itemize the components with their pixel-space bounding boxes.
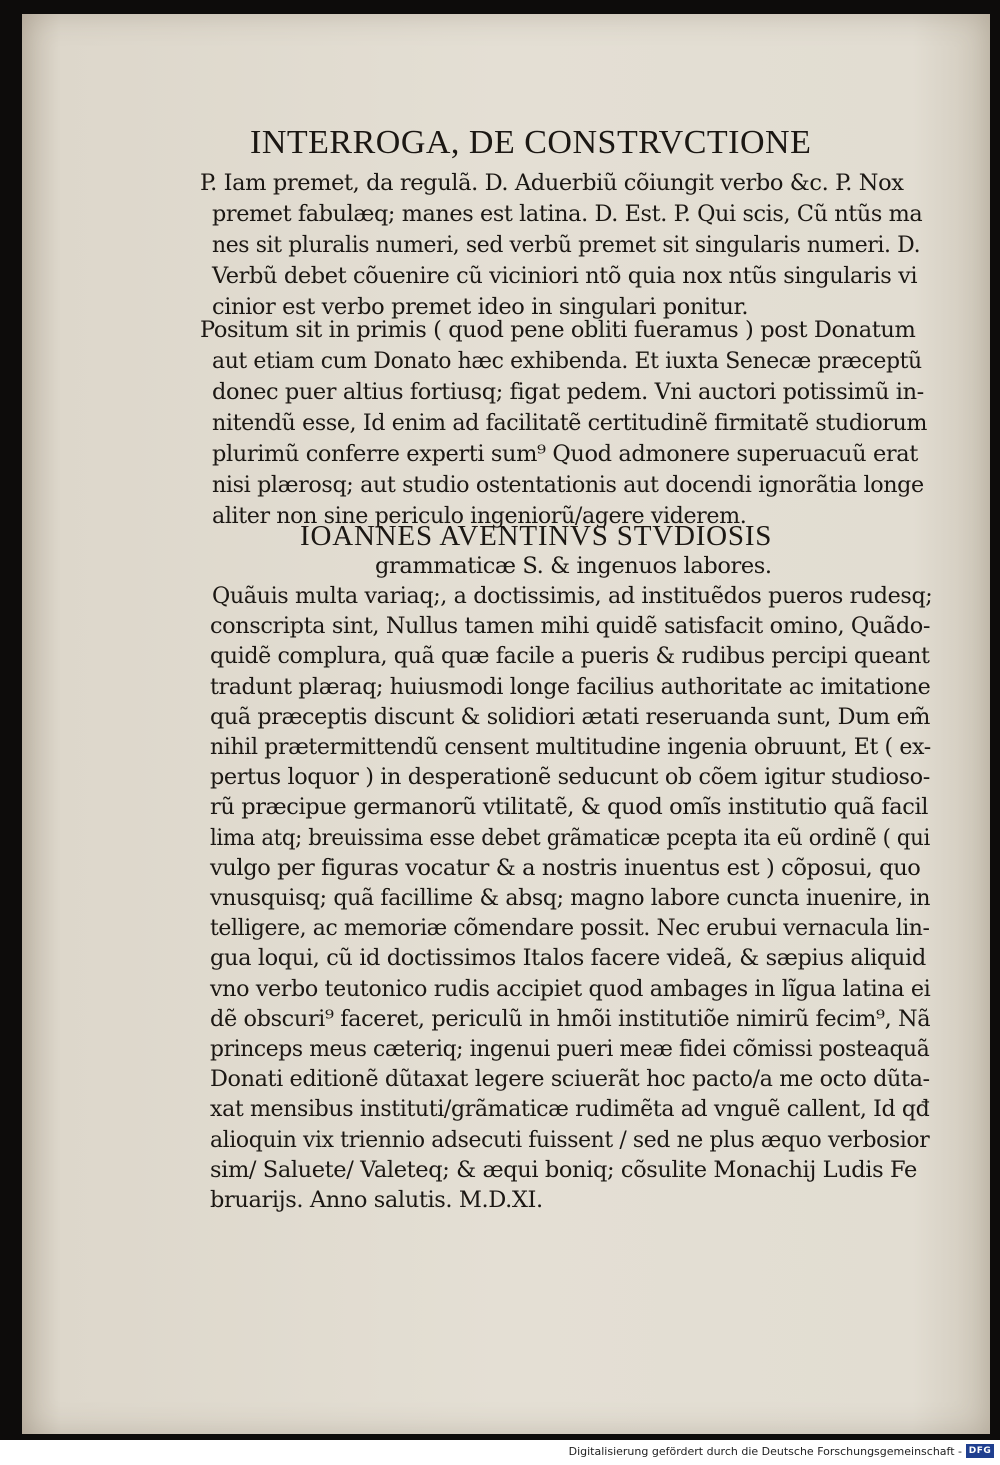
text-line: cinior est verbo premet ideo in singulari ponitur.: [212, 294, 749, 320]
text-line: dẽ obscuri⁹ faceret, periculũ in hmõi institutiõe nimirũ fecim⁹, Nã: [210, 1005, 931, 1032]
text-line: princeps meus cæteriq; ingenui pueri meæ fidei cõmissi posteaquã: [210, 1036, 930, 1062]
text-line: bruarijs. Anno salutis. M.D.XI.: [210, 1187, 543, 1213]
text-line: rũ præcipue germanorũ vtilitatẽ, & quod omĩs institutio quã facil: [210, 794, 929, 821]
text-line: xat mensibus instituti/grãmaticæ rudimẽta ad vnguẽ callent, Id qđ: [210, 1096, 930, 1123]
text-line: Verbũ debet cõuenire cũ viciniori ntõ quia nox ntũs singularis vi: [212, 263, 918, 289]
text-line: donec puer altius fortiusq; figat pedem. Vni auctori potissimũ in-: [212, 379, 924, 405]
page-heading: INTERROGA, DE CONSTRVCTIONE: [250, 124, 812, 161]
book-page: [22, 14, 990, 1434]
text-line: conscripta sint, Nullus tamen mihi quidẽ satisfacit omino, Quãdo-: [210, 613, 931, 640]
text-line: Positum sit in primis ( quod pene obliti fueramus ) post Donatum: [200, 317, 916, 343]
text-line: nihil prætermittendũ censent multitudine ingenia obruunt, Et ( ex-: [210, 734, 931, 760]
text-line: premet fabulæq; manes est latina. D. Est. P. Qui scis, Cũ ntũs ma: [212, 201, 923, 227]
text-line: plurimũ conferre experti sum⁹ Quod admonere superuacuũ erat: [212, 441, 918, 467]
text-line: quidẽ complura, quã quæ facile a pueris & rudibus percipi queant: [210, 643, 930, 670]
text-line: sim/ Saluete/ Valeteq; & æqui boniq; cõsulite Monachij Ludis Fe: [210, 1156, 917, 1183]
section-subtitle: grammaticæ S. & ingenuos labores.: [375, 553, 772, 579]
footer-credit: Digitalisierung gefördert durch die Deutsche Forschungsgemeinschaft -: [568, 1445, 962, 1458]
text-line: pertus loquor ) in desperationẽ seducunt ob cõem igitur studioso-: [210, 764, 930, 791]
text-line: vulgo per figuras vocatur & a nostris inuentus est ) cõposui, quo: [210, 854, 921, 881]
text-line: tradunt plæraq; huiusmodi longe facilius authoritate ac imitatione: [210, 673, 931, 700]
text-line: nes sit pluralis numeri, sed verbũ premet sit singularis numeri. D.: [212, 232, 921, 258]
text-line: alioquin vix triennio adsecuti fuissent / sed ne plus æquo verbosior: [210, 1126, 930, 1153]
text-line: vno verbo teutonico rudis accipiet quod ambages in lĩgua latina ei: [210, 975, 931, 1002]
section-title: IOANNES AVENTINVS STVDIOSIS: [300, 520, 773, 552]
text-line: aliter non sine periculo ingeniorũ/agere viderem.: [212, 503, 747, 529]
text-line: nisi plærosq; aut studio ostentationis aut docendi ignorãtia longe: [212, 472, 924, 498]
text-line: gua loqui, cũ id doctissimos Italos facere videã, & sæpius aliquid: [210, 945, 926, 972]
text-line: quã præceptis discunt & solidiori ætati reseruanda sunt, Dum em̃: [210, 703, 930, 730]
text-line: telligere, ac memoriæ cõmendare possit. Nec erubui vernacula lin-: [210, 915, 930, 942]
dfg-logo: DFG: [966, 1444, 994, 1458]
text-line: aut etiam cum Donato hæc exhibenda. Et iuxta Senecæ præceptũ: [212, 348, 922, 374]
text-line: Donati editionẽ dũtaxat legere sciuerãt hoc pacto/a me octo dũta-: [210, 1066, 930, 1093]
text-line: vnusquisq; quã facillime & absq; magno labore cuncta inuenire, in: [210, 885, 931, 911]
text-line: P. Iam premet, da regulã. D. Aduerbiũ cõiungit verbo &c. P. Nox: [200, 170, 904, 196]
footer-bar: [0, 1440, 1000, 1465]
text-line: nitendũ esse, Id enim ad facilitatẽ certitudinẽ firmitatẽ studiorum: [212, 410, 928, 436]
text-line: lima atq; breuissima esse debet grãmaticæ pcepta ita eũ ordinẽ ( qui: [210, 824, 930, 851]
text-line: Quãuis multa variaq;, a doctissimis, ad instituẽdos pueros rudesq;: [212, 583, 933, 609]
